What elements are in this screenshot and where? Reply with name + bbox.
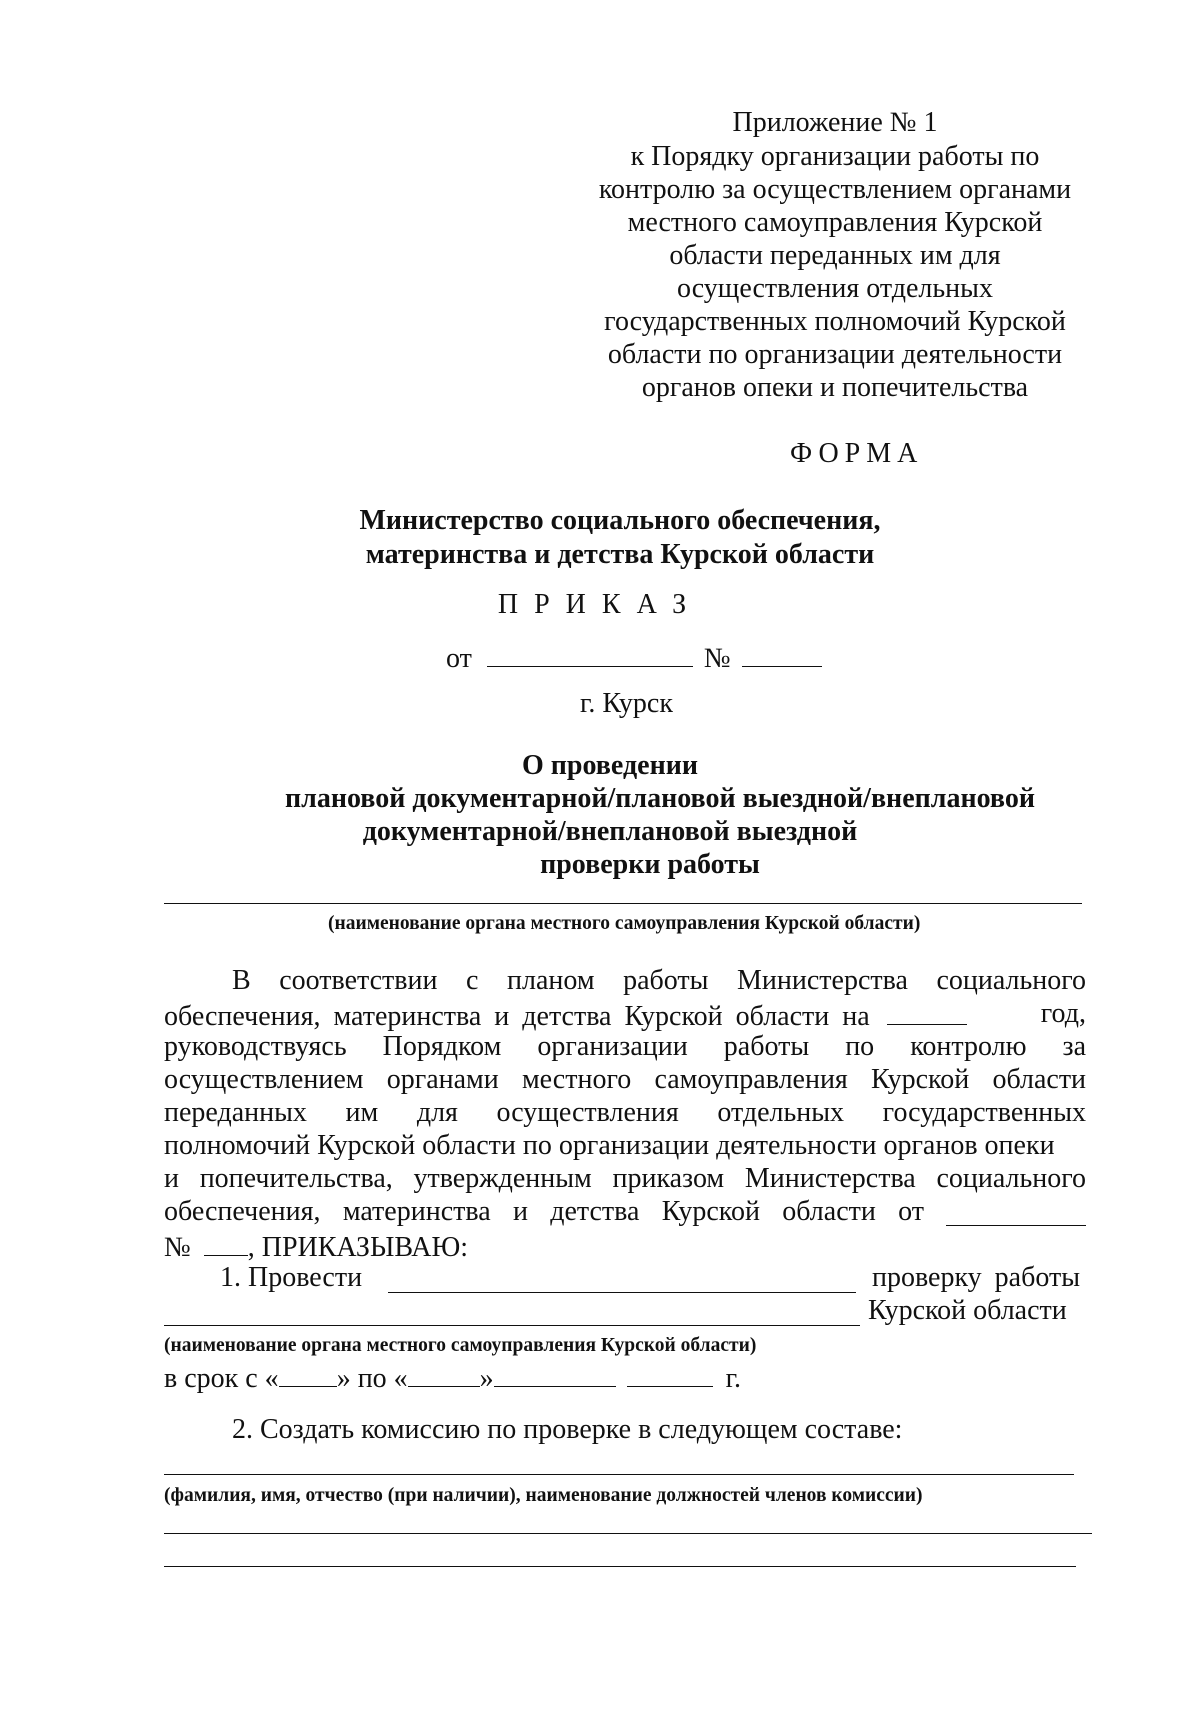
body-line-2-text: обеспечения, материнства и детства Курской области на [164,1001,870,1032]
date-line [446,640,822,675]
body-line-2 [164,998,1086,1033]
item2-caption: (фамилия, имя, отчество (при наличии), наименование должностей членов комиссии) [164,1485,923,1506]
commission-blank-3[interactable] [164,1566,1076,1567]
city: г. Курск [580,688,673,719]
organ-name-caption: (наименование органа местного самоуправления Курской области) [328,913,921,934]
commission-blank-1[interactable] [164,1474,1074,1475]
term-close-quote: » [479,1363,494,1394]
subject-line-4: проверки работы [540,849,760,880]
body-line-9 [164,1229,1086,1264]
organ-name-blank[interactable] [164,903,1082,904]
term-end-day-blank[interactable] [408,1360,480,1387]
check-type-blank[interactable] [388,1292,856,1293]
appendix-line: органов опеки и попечительства [641,372,1029,403]
appendix-line: местного самоуправления Курской [627,207,1043,238]
body-line-1: В соответствии с планом работы Министерства социального [232,965,1087,996]
appendix-line: области переданных им для [669,240,1001,271]
form-label: ФОРМА [790,438,924,469]
ministry-line-2: материнства и детства Курской области [365,539,875,570]
term-mid-label: » по « [336,1363,408,1394]
body-line-3: руководствуясь Порядком организации работы по контролю за [164,1031,1087,1062]
date-from-label: от [446,643,472,674]
term-start-day-blank[interactable] [279,1360,337,1387]
subject-line-3: документарной/внеплановой выездной [362,816,858,847]
number-blank[interactable] [742,640,822,667]
body-line-6: полномочий Курской области по организации деятельности органов опеки [164,1130,1055,1161]
date-blank[interactable] [487,640,693,667]
item1-caption: (наименование органа местного самоуправления Курской области) [164,1335,757,1356]
item1-organ-blank[interactable] [164,1325,860,1326]
item1-suffix: проверку работы [872,1262,1081,1293]
term-month-blank[interactable] [494,1360,616,1387]
item2-label: 2. Создать комиссию по проверке в следующем составе: [232,1414,903,1445]
item1-region: Курской области [868,1295,1067,1326]
order-no-label: № [164,1232,191,1263]
appendix-line: области по организации деятельности [607,339,1063,370]
number-label: № [703,643,731,674]
order-directive: , ПРИКАЗЫВАЮ: [247,1232,469,1263]
body-line-5: переданных им для осуществления отдельных государственных [164,1097,1087,1128]
commission-blank-2[interactable] [164,1533,1092,1534]
subject-line-2: плановой документарной/плановой выездной/внеплановой [285,783,1035,814]
approval-date-blank[interactable] [946,1225,1086,1226]
subject-line-1: О проведении [522,750,698,781]
item1-label: 1. Провести [220,1262,363,1293]
order-title: ПРИКАЗ [497,589,703,620]
order-no-blank[interactable] [204,1229,248,1256]
ministry-line-1: Министерство социального обеспечения, [359,505,881,536]
appendix-title: Приложение № 1 [732,107,938,138]
appendix-line: государственных полномочий Курской [604,306,1066,337]
appendix-line: осуществления отдельных [677,273,993,304]
body-line-7: и попечительства, утвержденным приказом Министерства социального [164,1163,1087,1194]
year-blank[interactable] [887,998,967,1025]
term-line [164,1360,741,1395]
term-year-label: г. [725,1363,741,1394]
year-label: год, [1040,998,1086,1029]
term-year-blank[interactable] [627,1360,713,1387]
appendix-line: контролю за осуществлением органами [598,174,1072,205]
appendix-line: к Порядку организации работы по [630,141,1040,172]
term-start-label: в срок с « [164,1363,279,1394]
body-line-8: обеспечения, материнства и детства Курской области от [164,1196,925,1227]
body-line-4: осуществлением органами местного самоуправления Курской области [164,1064,1087,1095]
